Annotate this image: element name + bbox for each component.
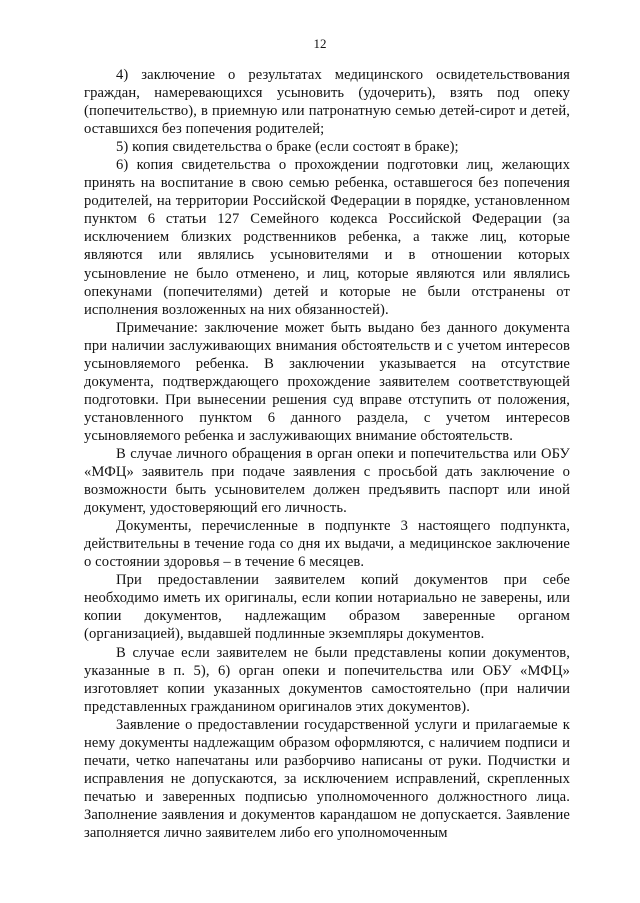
paragraph-item-6-training-certificate: 6) копия свидетельства о прохождении подготовки лиц, желающих принять на воспитание в свою семью ребенка, оставшегося без попечения родителей, на территории Российской Федерации в порядке, установленном пунктом 6 статьи 127 Семейного кодекса Российской Федерации (за исключением близких родственников ребенка, а также лиц, которые являются или являлись усыновителями и в отношении которых усыновление не было отменено, и лиц, которые являются или являлись опекунами (попечителями) детей и которые не были отстранены от исполнения возложенных на них обязанностей). <box>84 157 570 318</box>
document-body <box>84 66 570 842</box>
paragraph-application-requirements: Заявление о предоставлении государственной услуги и прилагаемые к нему документы надлежащим образом оформляются, с наличием подписи и печати, четко напечатаны или разборчиво написаны от руки. Подчистки и исправления не допускаются, за исключением исправлений, скрепленных печатью и заверенных подписью уполномоченного должностного лица. Заполнение заявления и документов карандашом не допускается. Заявление заполняется лично заявителем либо его уполномоченным <box>84 716 570 841</box>
paragraph-personal-application: В случае личного обращения в орган опеки и попечительства или ОБУ «МФЦ» заявитель при подаче заявления с просьбой дать заключение о возможности быть усыновителем должен предъявить паспорт или иной документ, удостоверяющий его личность. <box>84 445 570 517</box>
paragraph-item-5-marriage-certificate: 5) копия свидетельства о браке (если состоят в браке); <box>116 139 459 156</box>
paragraph-note: Примечание: заключение может быть выдано без данного документа при наличии заслуживающих внимания обстоятельств и с учетом интересов усыновляемого ребенка. В заключении указывается на отсутствие документа, подтверждающего прохождение заявителем соответствующей подготовки. При вынесении решения суд вправе отступить от положения, установленного пунктом 6 данного раздела, с учетом интересов усыновляемого ребенка и заслуживающих внимание обстоятельств. <box>84 319 570 444</box>
paragraph-documents-validity: Документы, перечисленные в подпункте 3 настоящего подпункта, действительны в течение года со дня их выдачи, а медицинское заключение о состоянии здоровья – в течение 6 месяцев. <box>84 518 570 571</box>
paragraph-copies-not-submitted: В случае если заявителем не были представлены копии документов, указанные в п. 5), 6) орган опеки и попечительства или ОБУ «МФЦ» изготовляет копии указанных документов самостоятельно (при наличии представленных гражданином оригиналов этих документов). <box>84 644 570 715</box>
paragraph-copies-originals: При предоставлении заявителем копий документов при себе необходимо иметь их оригиналы, если копии нотариально не заверены, или копии документов, надлежащим образом заверенные органом (организацией), выдавшей подлинные экземпляры документов. <box>84 572 570 643</box>
paragraph-item-4-medical-conclusion: 4) заключение о результатах медицинского освидетельствования граждан, намеревающихся усыновить (удочерить), взять под опеку (попечительство), в приемную или патронатную семью детей-сирот и детей, оставшихся без попечения родителей; <box>84 67 570 138</box>
page-number: 12 <box>313 36 327 51</box>
